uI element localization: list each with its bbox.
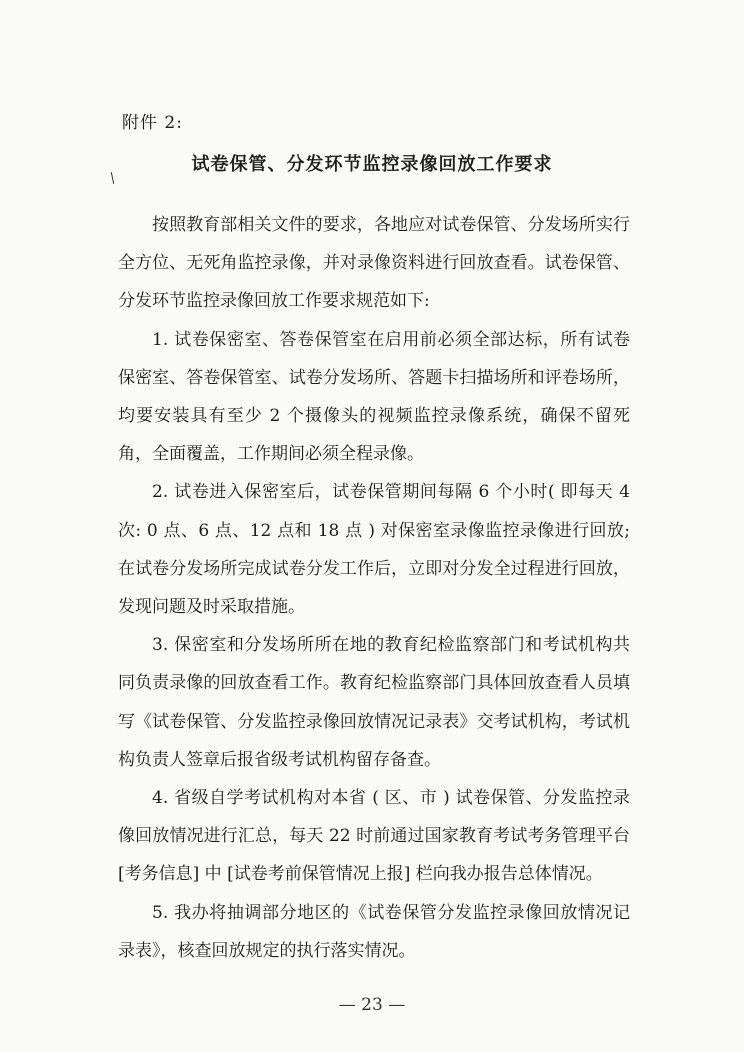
page-number: — 23 — xyxy=(338,995,406,1015)
document-body xyxy=(118,206,630,970)
paragraph-item-3: 3. 保密室和分发场所所在地的教育纪检监察部门和考试机构共同负责录像的回放查看工作。教育纪检监察部门具体回放查看人员填写《试卷保管、分发监控录像回放情况记录表》交考试机构，考试机构负责人签章后报省级考试机构留存备查。 xyxy=(118,635,630,770)
document-title: 试卷保管、分发环节监控录像回放工作要求 xyxy=(191,154,553,175)
paragraph-item-2: 2. 试卷进入保密室后，试卷保管期间每隔 6 个小时( 即每天 4 次: 0 点、6 点、12 点和 18 点 ) 对保密室录像监控录像进行回放; 在试卷分发场所完成试卷分发工作后，立即对分发全过程进行回放，发现问题及时采取措施。 xyxy=(118,482,630,618)
paragraph-item-4: 4. 省级自学考试机构对本省 ( 区、市 ) 试卷保管、分发监控录像回放情况进行汇总，每天 22 时前通过国家教育考试考务管理平台 [考务信息] 中 [试卷考前保管情况上报] 栏向我办报告总体情况。 xyxy=(118,788,630,885)
paragraph-item-1: 1. 试卷保密室、答卷保管室在启用前必须全部达标，所有试卷保密室、答卷保管室、试卷分发场所、答题卡扫描场所和评卷场所，均要安装具有至少 2 个摄像头的视频监控录像系统，确保不留死角，全面覆盖，工作期间必须全程录像。 xyxy=(118,329,630,465)
paragraph-item-5: 5. 我办将抽调部分地区的《试卷保管分发监控录像回放情况记录表》，核查回放规定的执行落实情况。 xyxy=(118,902,630,961)
paragraph-intro: 按照教育部相关文件的要求，各地应对试卷保管、分发场所实行全方位、无死角监控录像，并对录像资料进行回放查看。试卷保管、分发环节监控录像回放工作要求规范如下: xyxy=(118,215,630,312)
attachment-label: 附件 2: xyxy=(122,113,183,133)
